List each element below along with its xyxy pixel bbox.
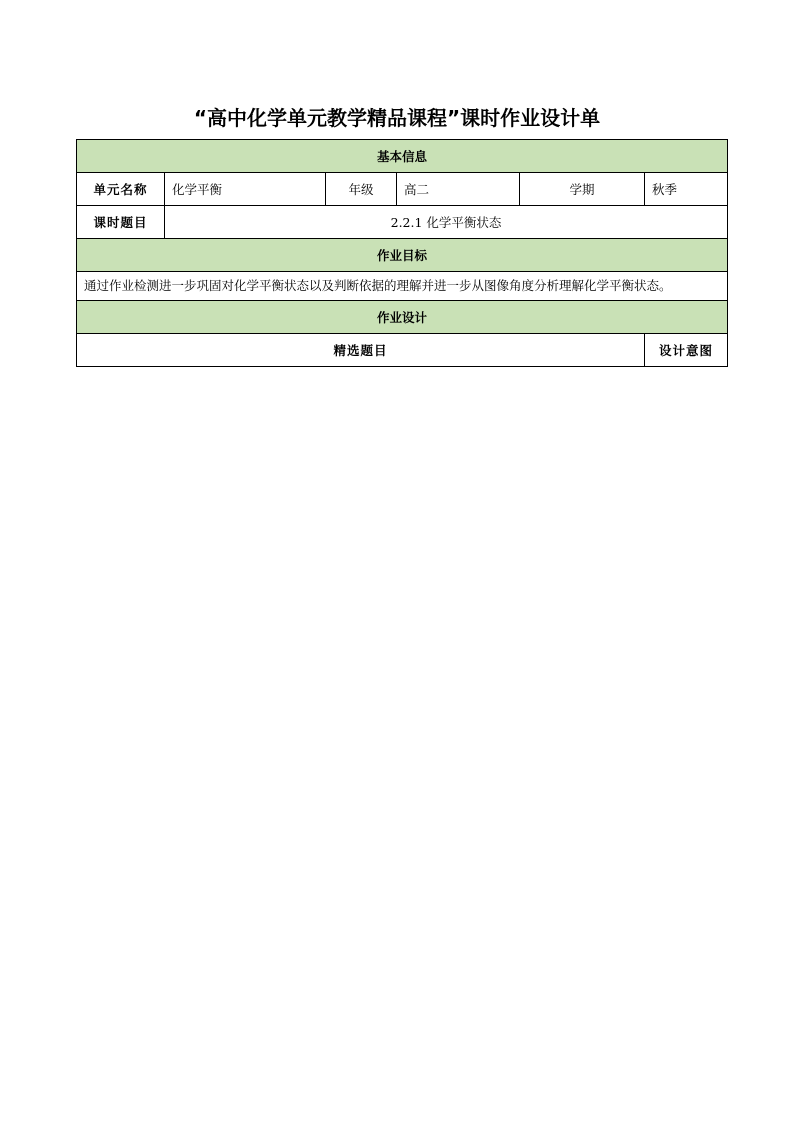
goal-text-row bbox=[77, 272, 728, 301]
goal-header-row bbox=[77, 239, 728, 272]
unit-info-row bbox=[77, 173, 728, 206]
term-label: 学期 bbox=[520, 173, 645, 206]
lesson-topic-row bbox=[77, 206, 728, 239]
grade-label: 年级 bbox=[326, 173, 397, 206]
intent-column-header: 设计意图 bbox=[645, 334, 728, 367]
basic-info-header: 基本信息 bbox=[77, 140, 728, 173]
questions-column-header: 精选题目 bbox=[77, 334, 645, 367]
unit-name-label: 单元名称 bbox=[77, 173, 165, 206]
term-value: 秋季 bbox=[645, 173, 728, 206]
design-columns-row bbox=[77, 334, 728, 367]
design-header-row bbox=[77, 301, 728, 334]
goal-header: 作业目标 bbox=[77, 239, 728, 272]
design-header: 作业设计 bbox=[77, 301, 728, 334]
lesson-topic-value: 2.2.1 化学平衡状态 bbox=[165, 206, 728, 239]
lesson-topic-label: 课时题目 bbox=[77, 206, 165, 239]
assignment-design-form bbox=[76, 139, 728, 367]
page-title: “高中化学单元教学精品课程”课时作业设计单 bbox=[193, 106, 601, 130]
goal-text: 通过作业检测进一步巩固对化学平衡状态以及判断依据的理解并进一步从图像角度分析理解化学平衡状态。 bbox=[77, 272, 728, 301]
unit-name-value: 化学平衡 bbox=[165, 173, 326, 206]
basic-info-header-row bbox=[77, 140, 728, 173]
grade-value: 高二 bbox=[397, 173, 520, 206]
